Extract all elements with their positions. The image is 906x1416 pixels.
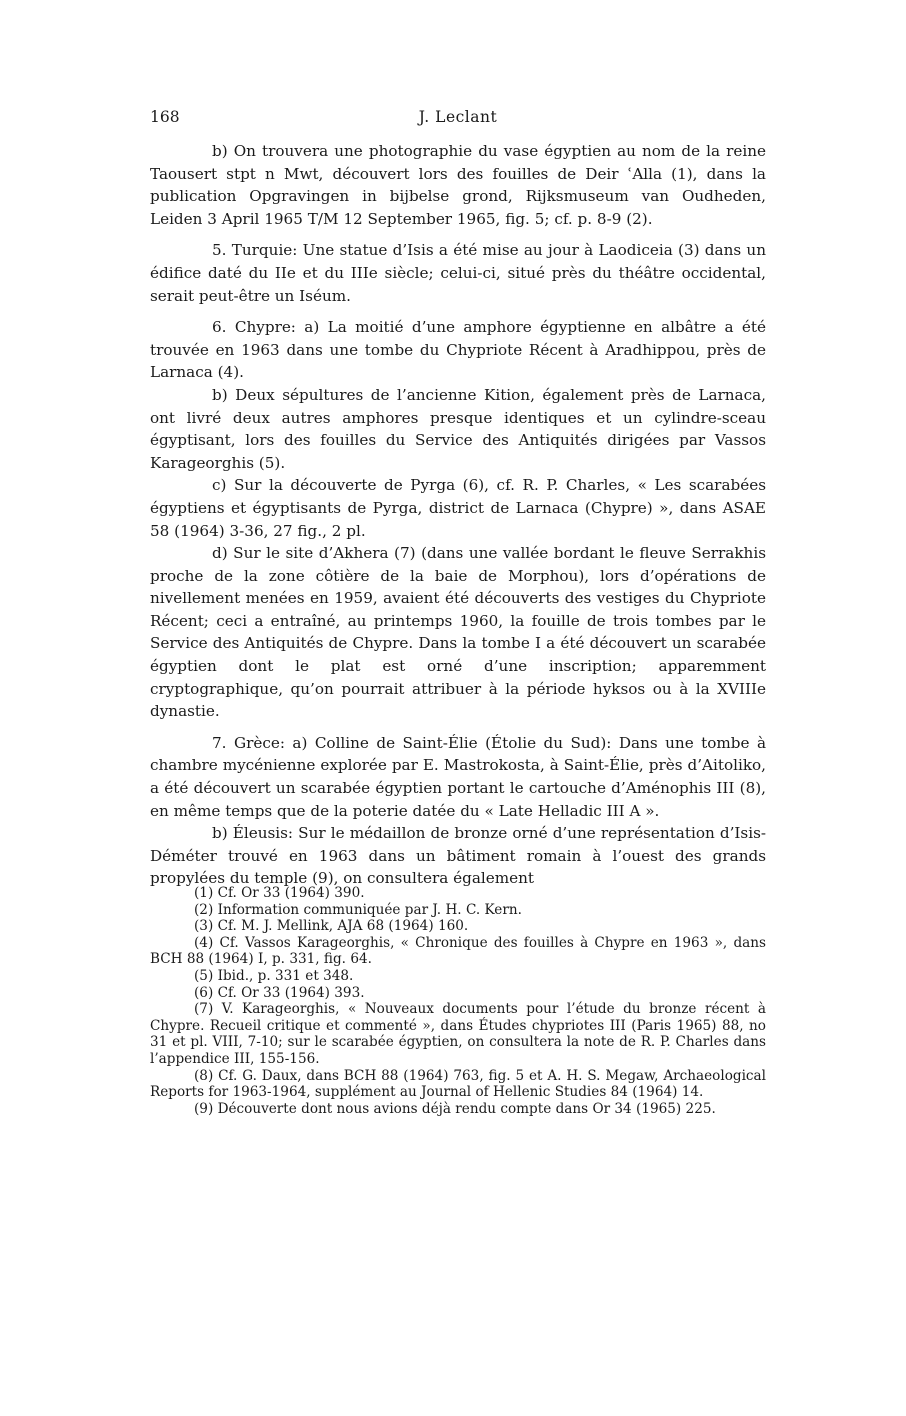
paragraph-chypre-b: b) Deux sépultures de l’ancienne Kition, également près de Larnaca, ont livré deux autres amphores presque identiques et un cylindre-sceau égyptisant, lors des fouilles du Service des Antiquités dirigées par Vassos Karageorghis (5). — [150, 385, 766, 472]
footnote-4: (4) Cf. Vassos Karageorghis, « Chronique des fouilles à Chypre en 1963 », dans BCH 88 (1964) I, p. 331, fig. 64. — [150, 934, 766, 968]
running-head — [150, 108, 766, 130]
running-title: J. Leclant — [418, 108, 498, 126]
page-number: 168 — [150, 108, 180, 126]
article-body — [150, 140, 766, 890]
footnote-2: (2) Information communiquée par J. H. C. Kern. — [194, 901, 522, 918]
footnotes — [150, 885, 766, 1117]
paragraph-grece-b: b) Éleusis: Sur le médaillon de bronze orné d’une représentation d’Isis-Déméter trouvé en 1963 dans un bâtiment romain à l’ouest des grands propylées du temple (9), on consultera également — [150, 824, 766, 888]
footnote-9: (9) Découverte dont nous avions déjà rendu compte dans Or 34 (1965) 225. — [194, 1100, 716, 1117]
footnote-5: (5) Ibid., p. 331 et 348. — [194, 967, 354, 984]
paragraph-turquie: 5. Turquie: Une statue d’Isis a été mise au jour à Laodiceia (3) dans un édifice daté du IIe et du IIIe siècle; celui-ci, situé près du théâtre occidental, serait peut-être un Iséum. — [150, 241, 766, 305]
paragraph-chypre-d: d) Sur le site d’Akhera (7) (dans une vallée bordant le fleuve Serrakhis proche de la zone côtière de la baie de Morphou), lors d’opérations de nivellement menées en 1959, avaient été découverts des vestiges du Chypriote Récent; ceci a entraîné, au printemps 1960, la fouille de trois tombes par le Service des Antiquités de Chypre. Dans la tombe I a été découvert un scarabée égyptien dont le plat est orné d’une inscription; apparemment cryptographique, qu’on pourrait attribuer à la période hyksos ou à la XVIIIe dynastie. — [150, 544, 766, 721]
footnote-6: (6) Cf. Or 33 (1964) 393. — [194, 984, 365, 1001]
footnote-1: (1) Cf. Or 33 (1964) 390. — [194, 885, 365, 901]
paragraph-chypre-a: 6. Chypre: a) La moitié d’une amphore égyptienne en albâtre a été trouvée en 1963 dans une tombe du Chypriote Récent à Aradhippou, près de Larnaca (4). — [150, 318, 766, 382]
paragraph-grece-a: 7. Grèce: a) Colline de Saint-Élie (Étolie du Sud): Dans une tombe à chambre mycénienne explorée par E. Mastrokosta, à Saint-Élie, près d’Aitoliko, a été découvert un scarabée égyptien portant le cartouche d’Aménophis III (8), en même temps que de la poterie datée du « Late Helladic III A ». — [150, 733, 766, 820]
footnote-7: (7) V. Karageorghis, « Nouveaux documents pour l’étude du bronze récent à Chypre. Recueil critique et commenté », dans Études chypriotes III (Paris 1965) 88, no 31 et pl. VIII, 7-10; sur le scarabée égyptien, on consultera la note de R. P. Charles dans l’appendice III, 155-156. — [150, 1001, 766, 1067]
footnote-3: (3) Cf. M. J. Mellink, AJA 68 (1964) 160. — [194, 918, 469, 935]
paragraph-chypre-c: c) Sur la découverte de Pyrga (6), cf. R. P. Charles, « Les scarabées égyptiens et égyptisants de Pyrga, district de Larnaca (Chypre) », dans ASAE 58 (1964) 3-36, 27 fig., 2 pl. — [150, 476, 766, 540]
footnote-8: (8) Cf. G. Daux, dans BCH 88 (1964) 763, fig. 5 et A. H. S. Megaw, Archaeological Reports for 1963-1964, supplément au Journal of Hellenic Studies 84 (1964) 14. — [150, 1067, 766, 1101]
paragraph-vase-taousert: b) On trouvera une photographie du vase égyptien au nom de la reine Taousert stpt n Mwt, découvert lors des fouilles de Deir ʿAlla (1), dans la publication Opgravingen in bijbelse grond, Rijksmuseum van Oudheden, Leiden 3 April 1965 T/M 12 September 1965, fig. 5; cf. p. 8-9 (2). — [150, 142, 766, 228]
